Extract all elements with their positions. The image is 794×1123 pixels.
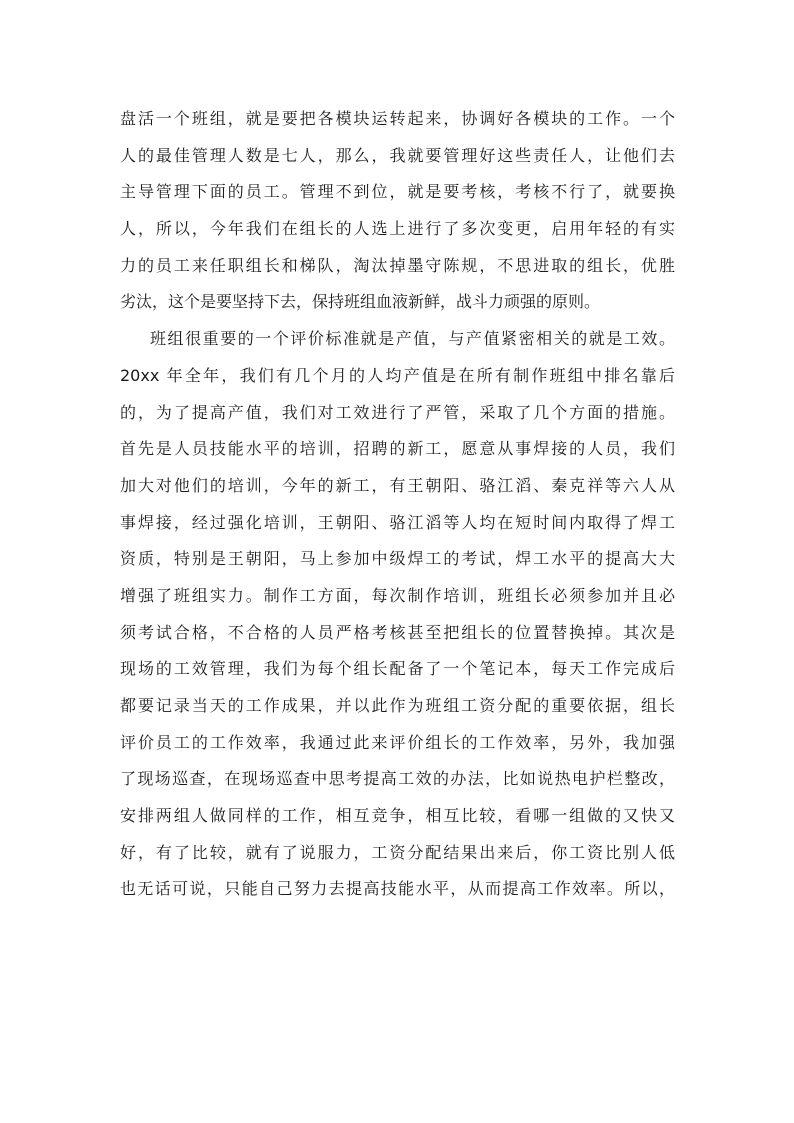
text-line (120, 284, 675, 321)
text-line (120, 211, 675, 248)
text-line (120, 835, 675, 872)
text-line-content: 现场的工效管理，我们为每个组长配备了一个笔记本，每天工作完成后 (120, 659, 675, 679)
text-line-content: 劣汰，这个是要坚持下去，保持班组血液新鲜，战斗力顽强的原则。 (120, 292, 601, 312)
text-line-content: 安排两组人做同样的工作，相互竞争，相互比较，看哪一组做的又快又 (120, 806, 675, 826)
text-line (120, 431, 675, 468)
text-line-content: 主导管理下面的员工。管理不到位，就是要考核，考核不行了，就要换 (120, 182, 675, 202)
text-line (120, 321, 675, 358)
text-line-content: 人，所以，今年我们在组长的人选上进行了多次变更，启用年轻的有实 (120, 219, 675, 239)
text-line-content: 力的员工来任职组长和梯队，淘汰掉墨守陈规，不思进取的组长，优胜 (120, 255, 675, 275)
text-line-content: 人的最佳管理人数是七人，那么，我就要管理好这些责任人，让他们去 (120, 145, 675, 165)
text-line (120, 101, 675, 138)
text-line (120, 174, 675, 211)
text-line (120, 761, 675, 798)
paragraph-1 (120, 101, 675, 321)
text-line-content: 都要记录当天的工作成果，并以此作为班组工资分配的重要依据，组长 (120, 696, 675, 715)
text-line-content: 好，有了比较，就有了说服力，工资分配结果出来后，你工资比别人低 (120, 842, 675, 862)
text-line (120, 468, 675, 505)
text-line (120, 651, 675, 688)
text-line-content: 加大对他们的培训，今年的新工，有王朝阳、骆江滔、秦克祥等六人从 (120, 475, 675, 495)
text-line-content: 须考试合格，不合格的人员严格考核甚至把组长的位置替换掉。其次是 (120, 622, 675, 642)
text-line-content: 班组很重要的一个评价标准就是产值，与产值紧密相关的就是工效。 (150, 329, 675, 349)
text-line (120, 395, 675, 432)
text-line-content: 了现场巡查，在现场巡查中思考提高工效的办法，比如说热电护栏整改， (120, 769, 675, 789)
text-line-content: 盘活一个班组，就是要把各模块运转起来，协调好各模块的工作。一个 (120, 109, 675, 128)
text-line (120, 505, 675, 542)
text-line (120, 138, 675, 175)
text-line-content: 资质，特别是王朝阳，马上参加中级焊工的考试，焊工水平的提高大大 (120, 549, 675, 569)
text-line (120, 248, 675, 285)
text-line-content: 首先是人员技能水平的培训，招聘的新工，愿意从事焊接的人员，我们 (120, 439, 675, 459)
text-line-content: 增强了班组实力。制作工方面，每次制作培训，班组长必须参加并且必 (120, 585, 675, 605)
text-line (120, 871, 675, 908)
text-line-content: 事焊接，经过强化培训，王朝阳、骆江滔等人均在短时间内取得了焊工 (120, 512, 675, 532)
text-line (120, 615, 675, 652)
text-line-content: 20xx 年全年，我们有几个月的人均产值是在所有制作班组中排名靠后 (120, 365, 675, 385)
text-line (120, 578, 675, 615)
text-line-content: 的，为了提高产值，我们对工效进行了严管，采取了几个方面的措施。 (120, 402, 675, 422)
paragraph-2 (120, 321, 675, 908)
text-line (120, 541, 675, 578)
text-line-content: 评价员工的工作效率，我通过此来评价组长的工作效率，另外，我加强 (120, 732, 675, 752)
text-line (120, 725, 675, 762)
document-body (120, 101, 675, 908)
text-line (120, 358, 675, 395)
text-line (120, 688, 675, 725)
text-line-content: 也无话可说，只能自己努力去提高技能水平，从而提高工作效率。所以， (120, 879, 675, 899)
text-line (120, 798, 675, 835)
